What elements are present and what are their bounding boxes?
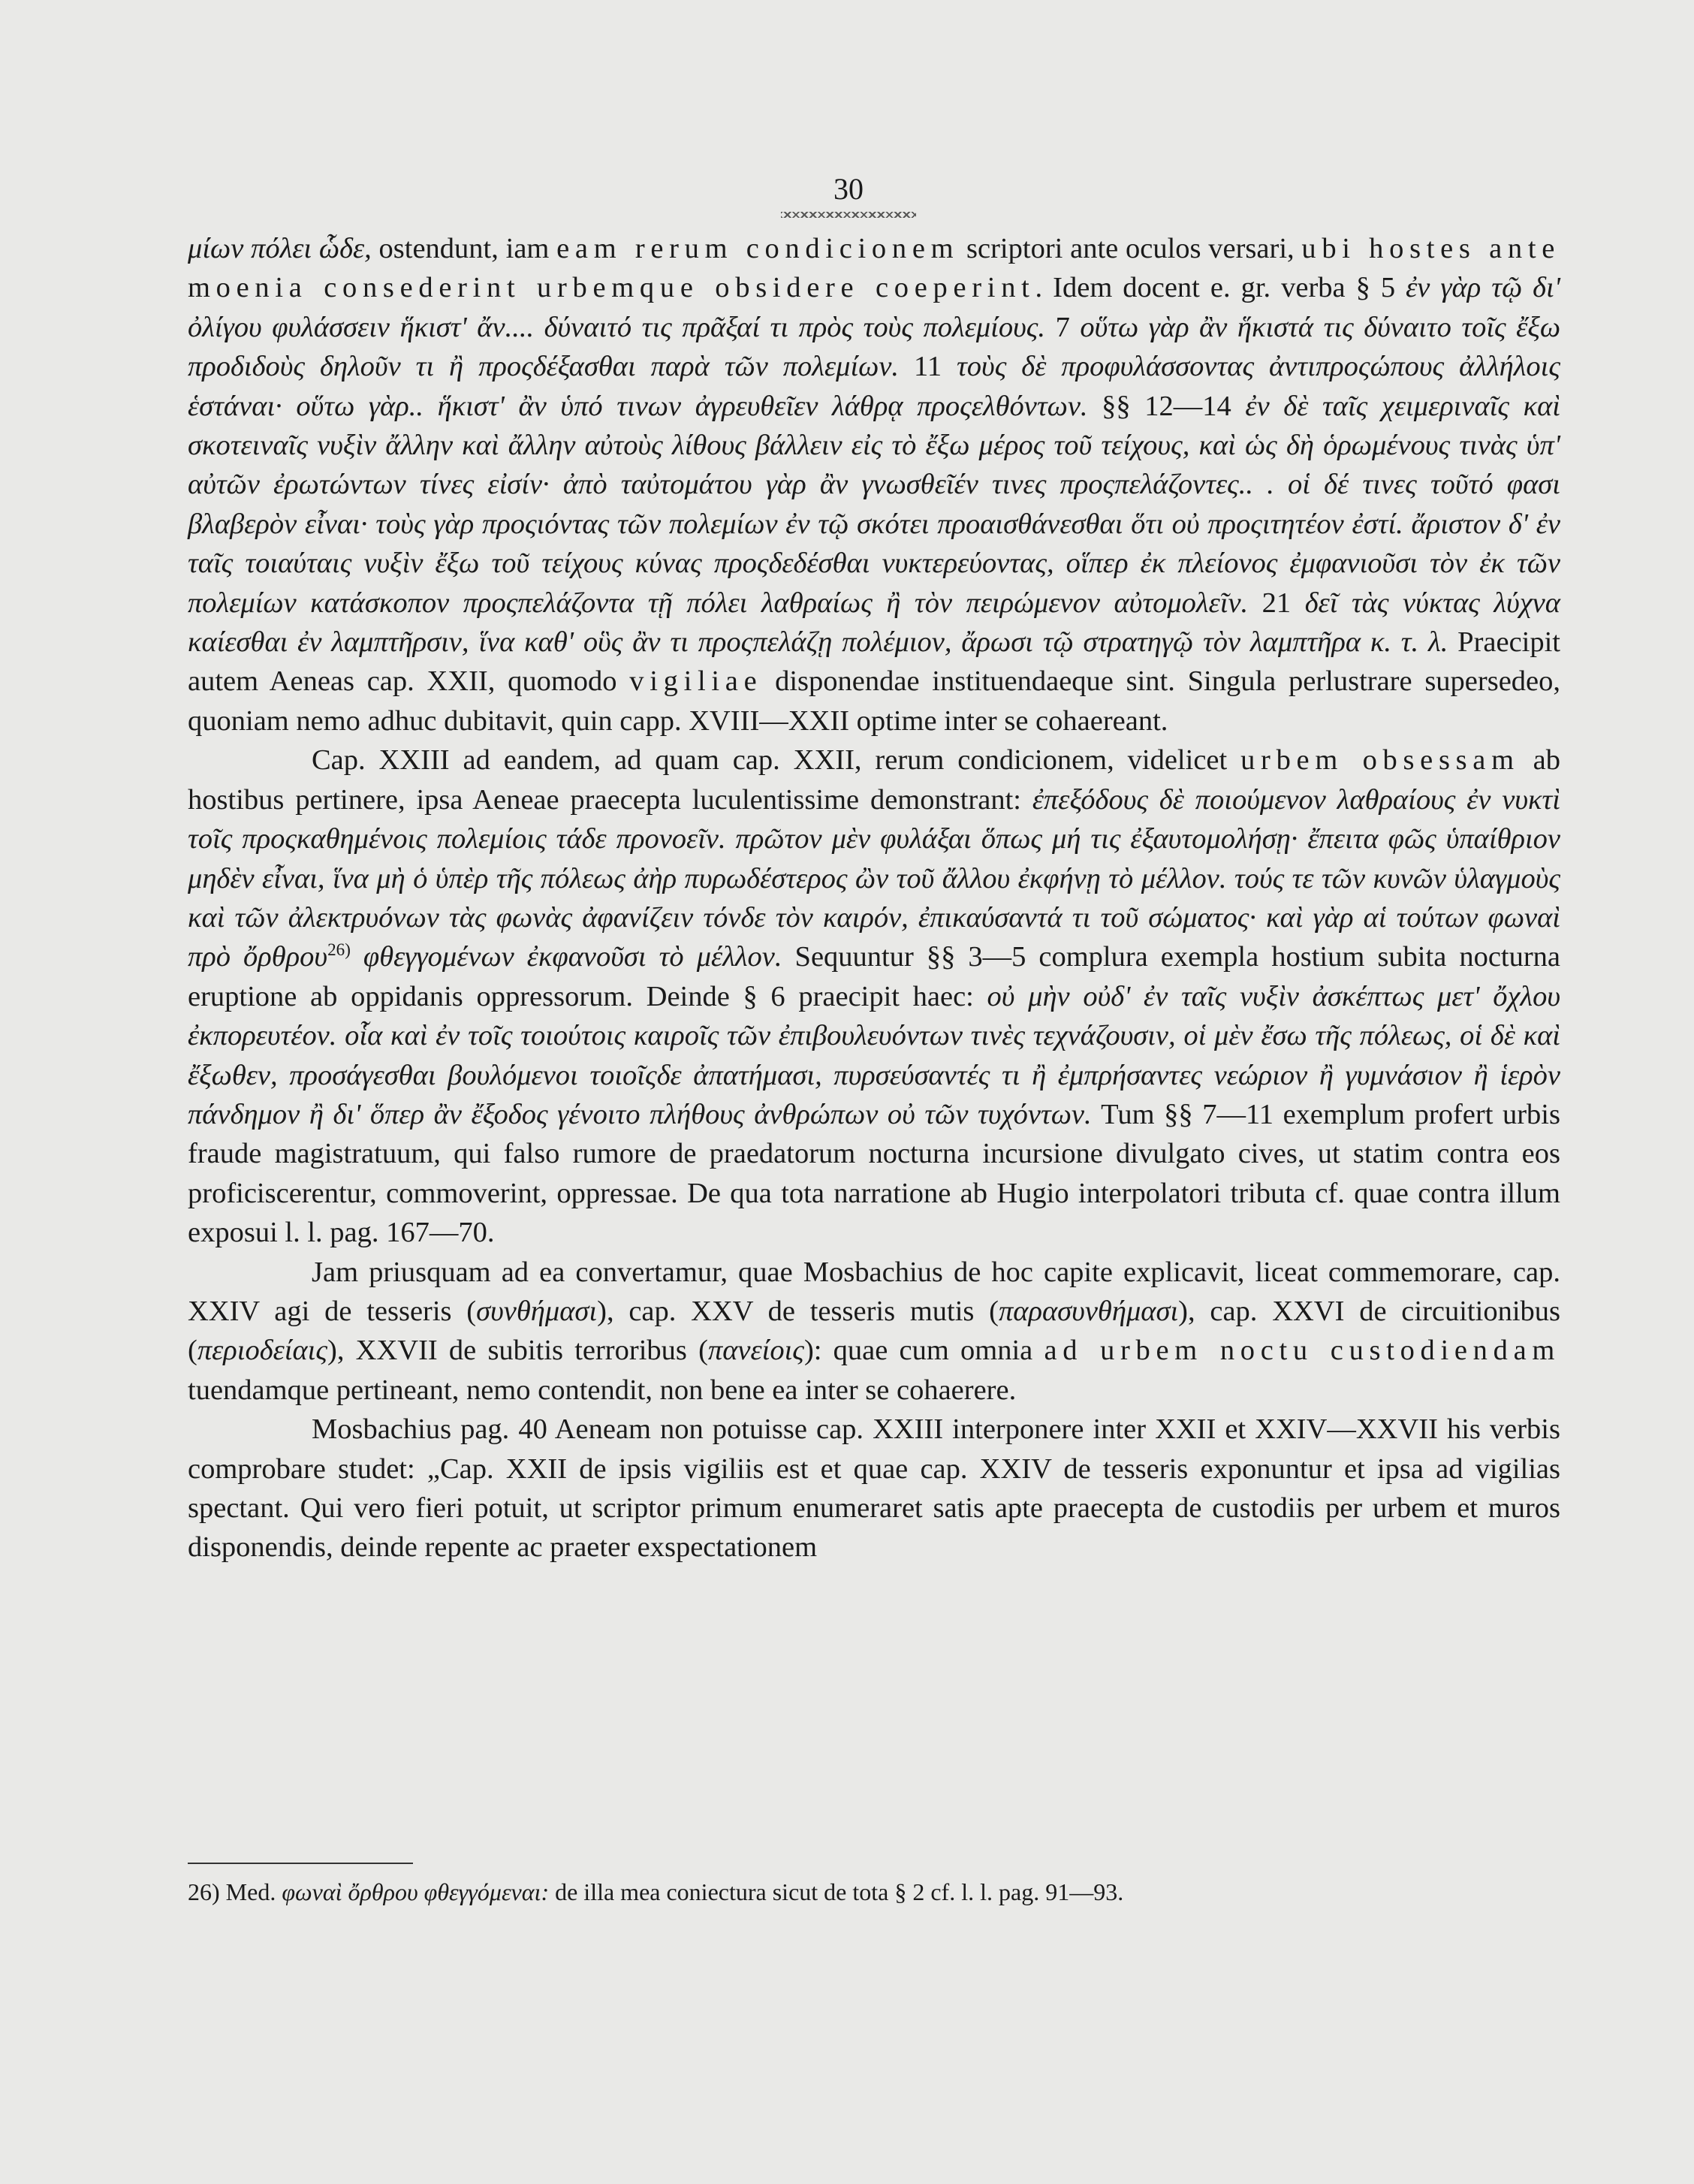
text-run: Mosbachius pag. 40 Aeneam non potuisse cap. XXIII interponere inter XXII et XXIV—XXVII his verbis comprobare studet: „Cap. XXII de ipsis vigiliis est et quae cap. XXIV de tesseris exponuntur et ipsa ad vigilias spectant. Qui vero fieri potuit, ut scriptor primum enumeraret satis apte praecepta de custodiis per urbem et muros disponendis, deinde repente ac praeter exspectationem [188,1413,1560,1564]
paragraph [188,741,1560,1252]
greek-quotation: οὐ μὴν οὐδ' ἐν ταῖς νυξὶν ἀσκέπτως μετ' ὄχλου ἐκπορευτέον. οἷα καὶ ἐν τοῖς τοιούτοις καιροῖς τῶν ἐπιβουλευόντων τινὲς τεχνάζουσιν, οἱ μὲν ἔσω τῆς πόλεως, οἱ δὲ καὶ ἔξωθεν, προσάγεσθαι βουλόμενοι τοιοῖςδε ἀπατήμασι, πυρσεύσαντές τι ἢ ἐμπρήσαντες νεώριον ἢ γυμνάσιον ἢ ἱερὸν πάνδημον ἢ δι' ὅπερ ἂν ἔξοδος γένοιτο πλήθους ἀνθρώπων οὐ τῶν τυχόντων. [188,980,1560,1130]
greek-quotation: μίων πόλει ὧδε, [188,233,372,264]
paragraph [188,1410,1560,1567]
emphasized-text: urbem obsessam [1240,744,1520,777]
text-run: 7 [1045,311,1081,343]
greek-quotation: ἐν γὰρ τῷ δι' ὀλίγου φυλάσσειν ἥκιστ' ἄν.... δύναιτό τις πρᾶξαί τι πρὸς τοὺς πολεμίους. [188,272,1560,343]
text-run: ): quae cum omnia [803,1335,1044,1367]
text-run: Praecipit autem Aeneas cap. XXII, quomodo [188,626,1560,698]
greek-quotation: τοὺς δὲ προφυλάσσοντας ἀντιπροςώπους ἀλλήλοις ἑστάναι· οὕτω γὰρ.. ἥκιστ' ἂν ὑπό τινων ἀγρευθεῖεν λάθρᾳ προςελθόντων. [188,351,1561,422]
emphasized-text: ad urbem noctu custodiendam [1044,1335,1561,1367]
page-number-ornament [781,212,916,218]
text-run: 21 [1248,587,1305,619]
text-run: . Idem docent e. gr. verba § 5 [1035,272,1406,304]
text-run: 11 [899,351,957,383]
text-run: ), cap. XXVI de circuitionibus ( [188,1295,1561,1367]
footnote-rule [188,1863,413,1864]
footnote [188,1875,1560,1908]
text-run: Jam priusquam ad ea convertamur, quae Mosbachius de hoc capite explicavit, liceat commemorare, cap. XXIV agi de tesseris ( [188,1256,1560,1327]
greek-quotation: πανείοις [707,1335,804,1367]
text-run: ), XXVII de subitis terroribus ( [327,1335,708,1367]
emphasized-text: ubi hostes ante moenia consederint urbemque obsidere coeperint [188,233,1560,304]
greek-quotation: συνθήμασι [476,1295,598,1327]
text-run: disponendae instituendaeque sint. Singula perlustrare supersedeo, quoniam nemo adhuc dubitavit, quin capp. XVIII—XXII optime inter se cohaereant. [188,665,1560,737]
emphasized-text: eam rerum condicionem [556,233,960,264]
text-run: scriptori ante oculos versari, [959,233,1302,264]
greek-quotation: φθεγγομένων ἐκφανοῦσι τὸ μέλλον. [350,941,782,973]
text-run: ab hostibus pertinere, ipsa Aeneae praecepta luculentissime demonstrant: [188,744,1560,816]
footnote-text: de illa mea coniectura sicut de tota § 2 cf. l. l. pag. 91—93. [555,1878,1124,1905]
text-run: Cap. XXIII ad eandem, ad quam cap. XXII, rerum condicionem, videlicet [312,744,1241,777]
paragraph [188,229,1560,741]
text-run: ostendunt, iam [371,233,557,264]
greek-quotation: δεῖ τὰς νύκτας λύχνα καίεσθαι ἐν λαμπτῆρσιν, ἵνα καθ' οὓς ἂν τι προςπελάζῃ πολέμιον, ἄρωσι τῷ στρατηγῷ τὸν λαμπτῆρα κ. τ. λ. [188,587,1560,659]
paragraph [188,1253,1560,1410]
footnote-marker: 26) [188,1878,220,1905]
footnote-greek: φωναὶ ὄρθρου φθεγγόμεναι: [282,1878,550,1905]
greek-quotation: παρασυνθήμασι [999,1295,1179,1327]
page-number: 30 [833,172,864,206]
text-run: Tum §§ 7—11 exemplum profert urbis fraude magistratuum, qui falso rumore de praedatorum nocturna incursione divulgato cives, ut statim contra eos proficiscerentur, commoverint, oppressae. De qua tota narratione ab Hugio interpolatori tributa cf. quae contra illum exposui l. l. pag. 167—70. [188,1098,1560,1249]
body-text [188,229,1560,1567]
footnote-reference: 26) [327,940,351,960]
emphasized-text: vigiliae [629,665,763,698]
text-run: tuendamque pertineant, nemo contendit, non bene ea inter se cohaerere. [188,1374,1017,1406]
greek-quotation: ἐν δὲ ταῖς χειμεριναῖς καὶ σκοτειναῖς νυξὶν ἄλλην καὶ ἄλλην αὐτοὺς λίθους βάλλειν εἰς τὸ ἔξω μέρος τοῦ τείχους, καὶ ὡς δὴ ὁρωμένους τινὰς ὑπ' αὐτῶν ἐρωτώντων τίνες εἰσίν· ἀπὸ ταὐτομάτου γὰρ ἂν γνωσθεῖέν τινες προςπελάζοντες.. . οἱ δέ τινες τοῦτό φασι βλαβερὸν εἶναι· τοὺς γὰρ προςιόντας τῶν πολεμίων ἐν τῷ σκότει προαισθάνεσθαι ὅτι οὐ προςιτητέον ἐστί. ἄριστον δ' ἐν ταῖς τοιαύταις νυξὶν ἔξω τοῦ τείχους κύνας προςδεδέσθαι νυκτερεύοντας, οἵπερ ἐκ πλείονος ἐμφανιοῦσι τὸν ἐκ τῶν πολεμίων κατάσκοπον προςπελάζοντα τῇ πόλει λαθραίως ἢ τὸν πειρώμενον αὐτομολεῖν. [188,390,1560,619]
greek-quotation: οὕτω γὰρ ἂν ἥκιστά τις δύναιτο τοῖς ἔξω προδιδοὺς δηλοῦν τι ἢ προςδέξασθαι παρὰ τῶν πολεμίων. [188,311,1561,383]
text-run: §§ 12—14 [1087,390,1246,422]
greek-quotation: ἐπεξόδους δὲ ποιούμενον λαθραίους ἐν νυκτὶ τοῖς προςκαθημένοις πολεμίοις τάδε προνοεῖν. πρῶτον μὲν φυλάξαι ὅπως μή τις ἐξαυτομολήσῃ· ἔπειτα φῶς ὑπαίθριον μηδὲν εἶναι, ἵνα μὴ ὁ ὑπὲρ τῆς πόλεως ἀὴρ πυρωδέστερος ὢν τοῦ ἄλλου ἐκφήνῃ τὸ μέλλον. τούς τε τῶν κυνῶν ὑλαγμοὺς καὶ τῶν ἀλεκτρυόνων τὰς φωνὰς ἀφανίζειν τόνδε τὸν καιρόν, ἐπικαύσαντά τι τοῦ σώματος· καὶ γὰρ αἱ τούτων φωναὶ πρὸ ὄρθρου [188,783,1561,973]
text-run: ), cap. XXV de tesseris mutis ( [597,1295,999,1327]
footnote-label: Med. [225,1878,276,1905]
text-run: Sequuntur §§ 3—5 complura exempla hostium subita nocturna eruptione ab oppidanis oppressorum. Deinde § 6 praecipit haec: [188,941,1561,1012]
greek-quotation: περιοδείαις [197,1335,328,1367]
